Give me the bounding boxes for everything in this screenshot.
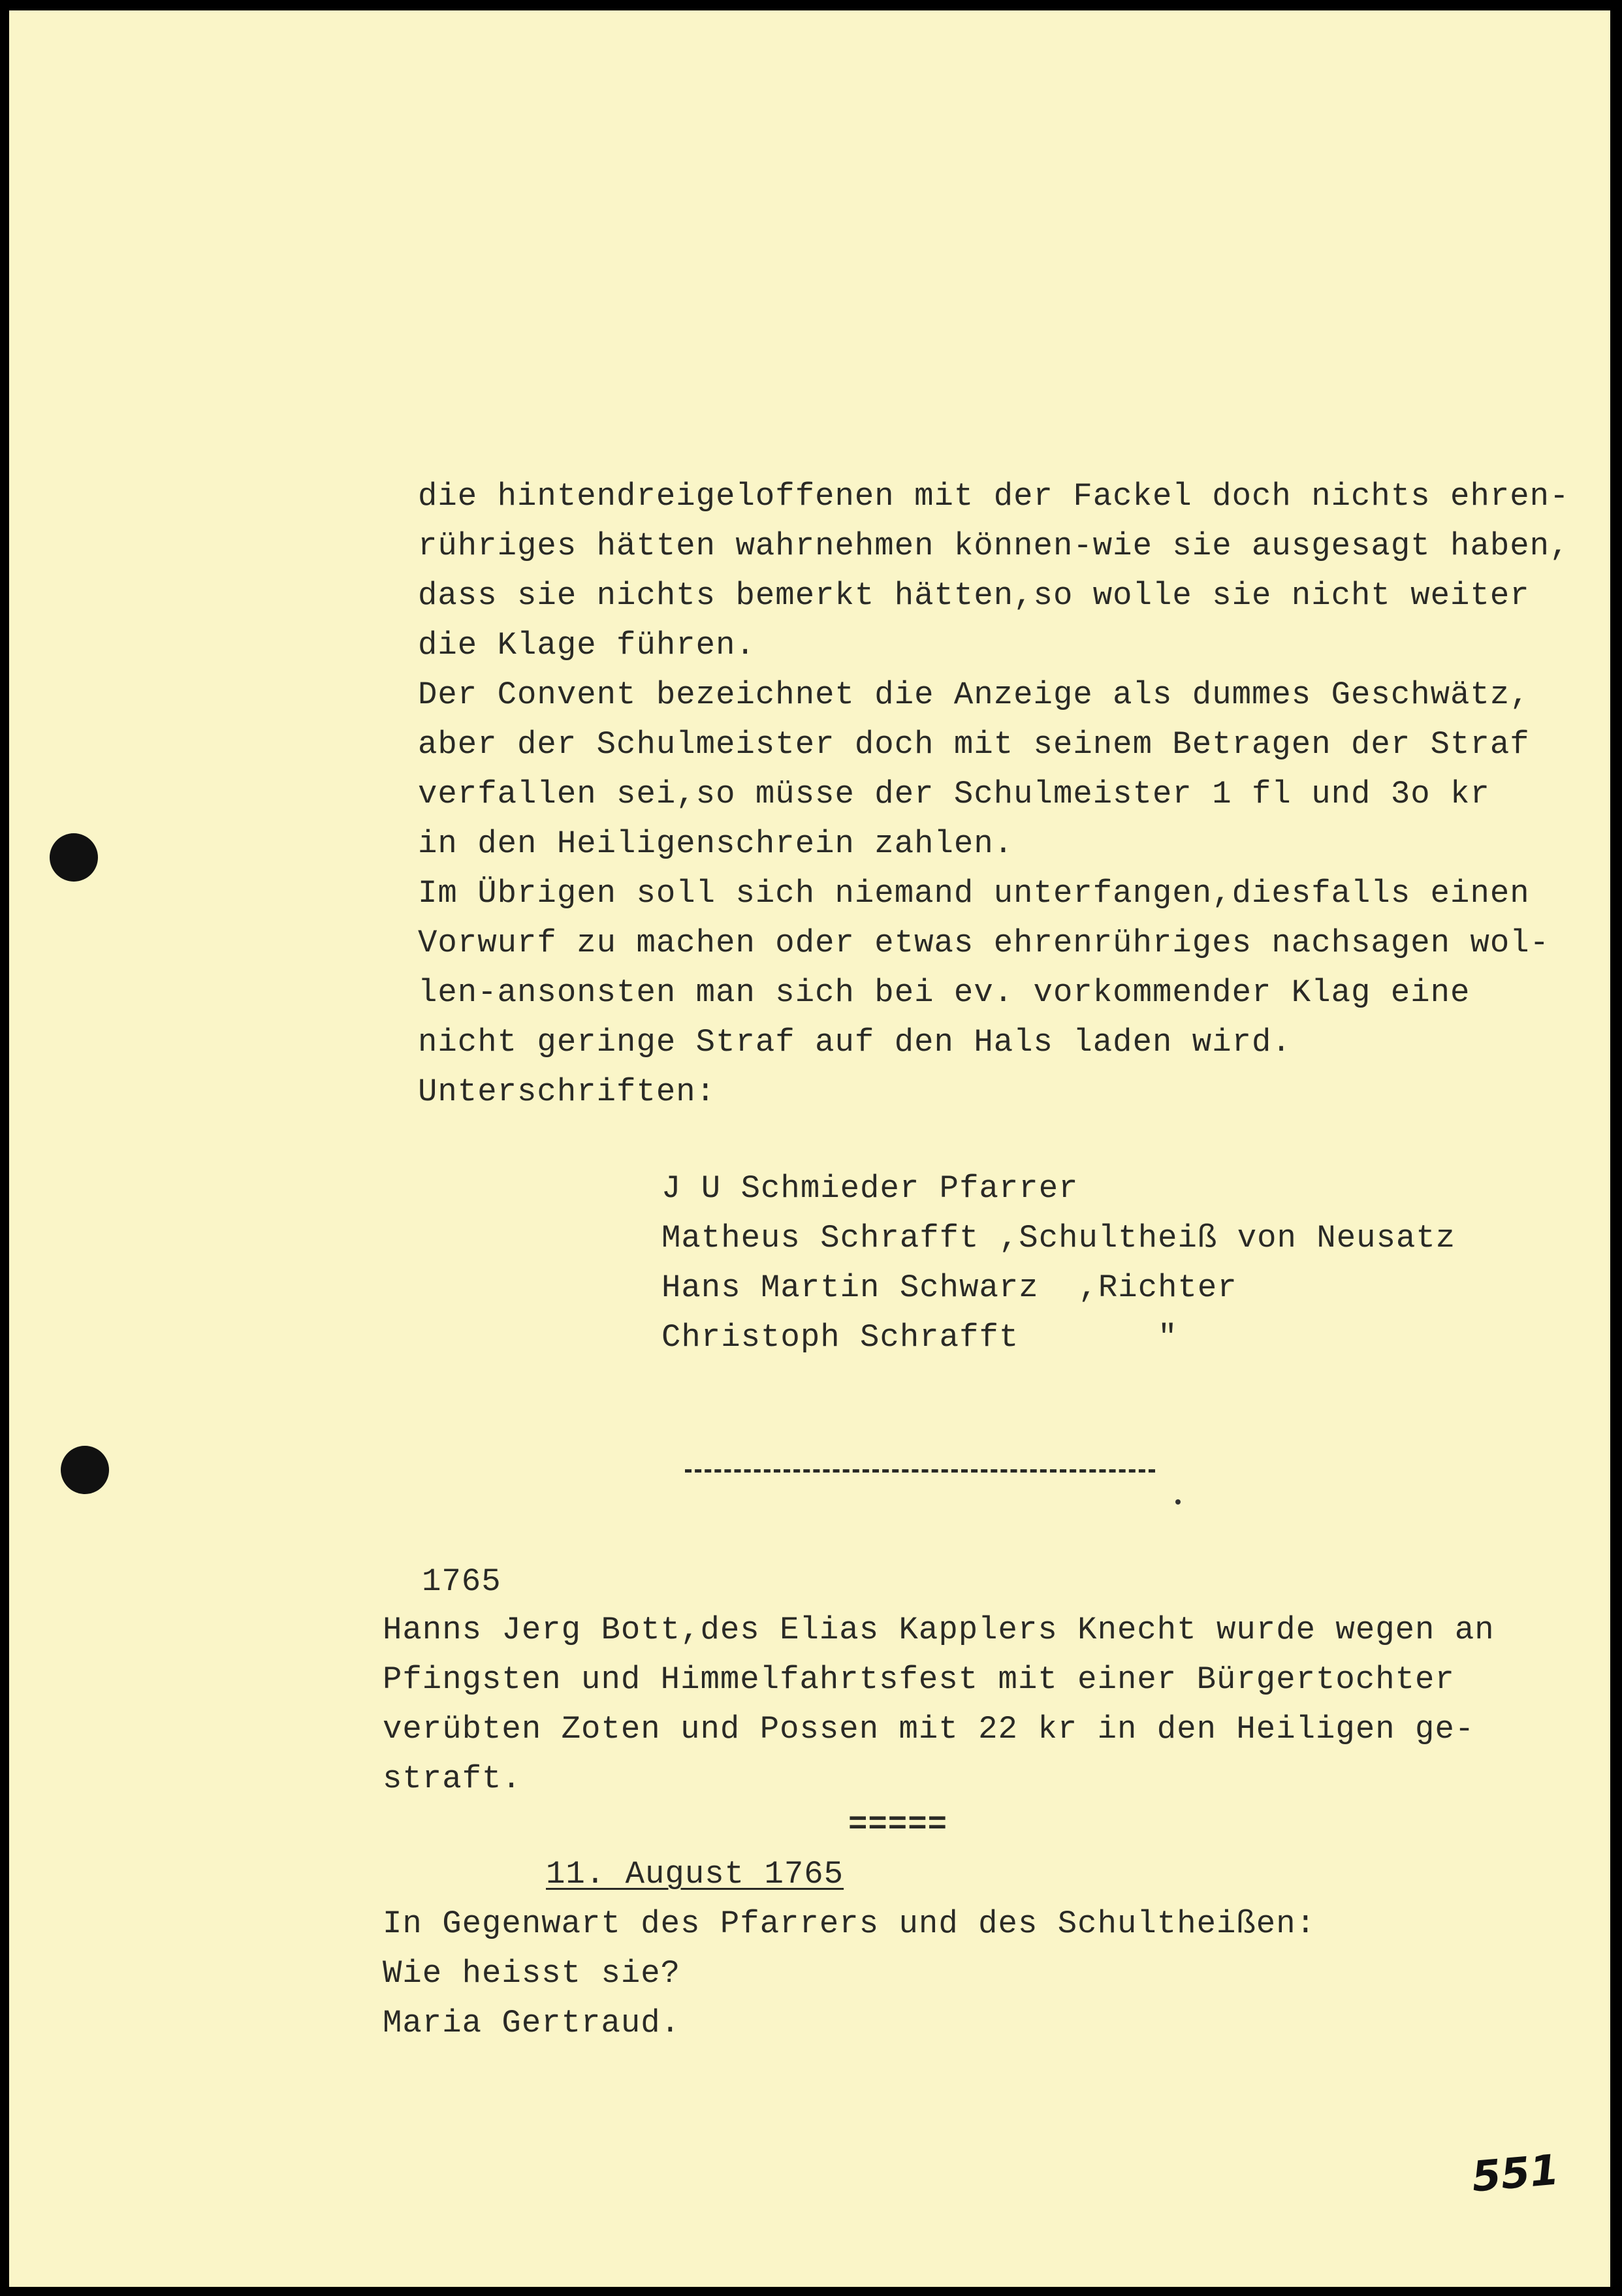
text-line: die hintendreigeloffenen mit der Fackel doch nichts ehren- (418, 478, 1570, 515)
text-line: verfallen sei,so müsse der Schulmeister 1 fl und 3o kr (418, 776, 1490, 812)
text-line: dass sie nichts bemerkt hätten,so wolle sie nicht weiter (418, 577, 1530, 614)
text-line: aber der Schulmeister doch mit seinem Betragen der Straf (418, 726, 1530, 763)
text-line: die Klage führen. (418, 627, 755, 663)
page-number: 551 (1470, 2146, 1561, 2202)
text-line: Unterschriften: (418, 1074, 716, 1110)
text-line: verübten Zoten und Possen mit 22 kr in den Heiligen ge- (383, 1711, 1475, 1747)
entry-year: 1765 (422, 1563, 501, 1600)
signature-line: Hans Martin Schwarz ,Richter (661, 1269, 1237, 1306)
text-line: Hanns Jerg Bott,des Elias Kapplers Knecht wurde wegen an (383, 1612, 1495, 1648)
signature-line: J U Schmieder Pfarrer (661, 1170, 1079, 1207)
text-line: len-ansonsten man sich bei ev. vorkommender Klag eine (418, 974, 1471, 1011)
text-line: In Gegenwart des Pfarrers und des Schultheißen: (383, 1905, 1316, 1942)
text-line: Der Convent bezeichnet die Anzeige als dummes Geschwätz, (418, 677, 1530, 713)
entry-separator: ===== (848, 1806, 948, 1843)
section-divider (685, 1469, 1155, 1473)
signature-line: Christoph Schrafft " (661, 1319, 1178, 1356)
punch-hole-top (50, 833, 98, 882)
signature-line: Matheus Schrafft ,Schultheiß von Neusatz (661, 1220, 1456, 1256)
text-line: Maria Gertraud. (383, 2005, 681, 2041)
text-line: straft. (383, 1761, 522, 1797)
text-line: Wie heisst sie? (383, 1955, 681, 1992)
entry-date-heading: 11. August 1765 (546, 1856, 844, 1892)
punch-hole-bottom (61, 1446, 109, 1494)
text-line: in den Heiligenschrein zahlen. (418, 825, 1014, 862)
document-page (9, 10, 1610, 2287)
text-line: Pfingsten und Himmelfahrtsfest mit einer Bürgertochter (383, 1661, 1455, 1698)
text-line: rühriges hätten wahrnehmen können-wie sie ausgesagt haben, (418, 528, 1570, 564)
text-line: Vorwurf zu machen oder etwas ehrenrühriges nachsagen wol- (418, 925, 1550, 961)
text-line: Im Übrigen soll sich niemand unterfangen,diesfalls einen (418, 875, 1530, 912)
text-line: nicht geringe Straf auf den Hals laden wird. (418, 1024, 1292, 1060)
ink-speck (1175, 1499, 1181, 1505)
